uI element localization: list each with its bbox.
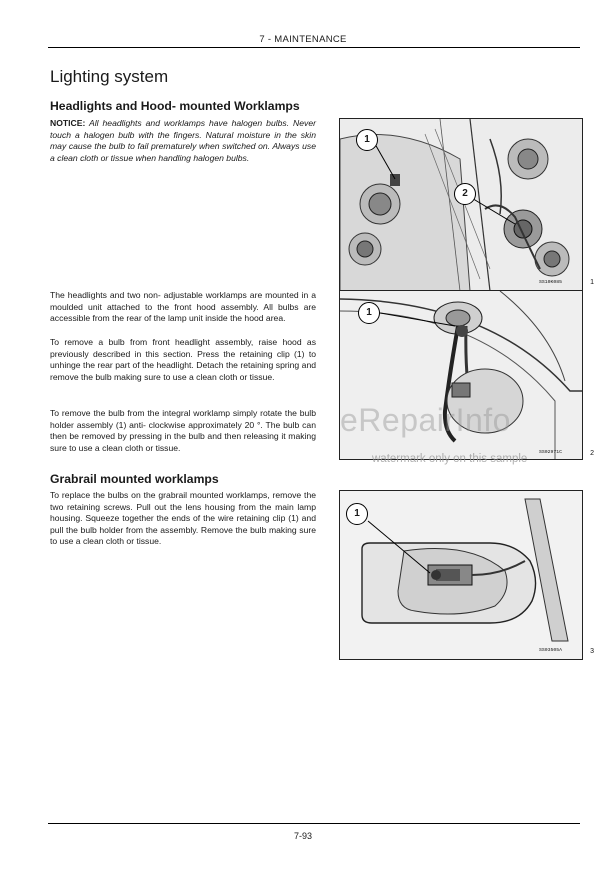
footer-rule — [48, 823, 580, 824]
figure-1-callout-2: 2 — [454, 183, 476, 205]
notice-text: All headlights and worklamps have halogen bulbs. Never touch a halogen bulb with the fingers. Natural moisture in the skin may cause the bulb to fail prematurely when switched on. Always use a clean cloth or tissue when handling halogen bulbs. — [50, 118, 316, 163]
figure-2-callout-1: 1 — [358, 302, 380, 324]
page-number: 7-93 — [293, 831, 312, 841]
grabrail-paragraph: To replace the bulbs on the grabrail mounted worklamps, remove the two retaining screws. Pull out the lens housing from the main lamp housing. Squeeze together the ends of the wire retaining clip (1) and pull the bulb holder from the assembly. Remove the bulb making sure to use a clean cloth or tissue. — [50, 490, 316, 547]
figure-3-grabrail-worklamp — [339, 490, 594, 660]
headlights-paragraph-1: The headlights and two non- adjustable worklamps are mounted in a moulded unit attached to the front hood assembly. All bulbs are accessible from the rear of the lamp unit inside the hood area. — [50, 290, 316, 324]
header-rule — [48, 47, 580, 48]
notice-paragraph — [50, 118, 316, 164]
figure-3-callout-1: 1 — [346, 503, 368, 525]
grabrail-subtitle: Grabrail mounted worklamps — [50, 472, 219, 486]
figure-3-code: SS03505A — [538, 648, 562, 653]
figure-3-illustration — [340, 491, 582, 659]
figure-3-number: 3 — [590, 648, 594, 655]
watermark-note: watermark only on this sample — [372, 453, 528, 465]
section-title: Lighting system — [50, 67, 169, 86]
figure-2-number: 2 — [590, 450, 594, 457]
notice-label: NOTICE: — [50, 118, 86, 128]
chapter-header: 7 - MAINTENANCE — [259, 34, 347, 45]
figure-1-headlight-rear — [339, 118, 594, 292]
headlights-paragraph-2: To remove a bulb from front headlight assembly, raise hood as previously described in this section. Press the retaining clip (1) to unhinge the rear part of the headlight. Detach the retaining spring and remove the bulb making sure to use a clean cloth or tissue. — [50, 337, 316, 382]
figure-1-callout-1: 1 — [356, 129, 378, 151]
figure-1-number: 1 — [590, 279, 594, 286]
figure-2-code: SS02971C — [538, 450, 562, 455]
figure-1-code: SS10K085 — [538, 280, 562, 285]
headlights-paragraph-3: To remove the bulb from the integral worklamp simply rotate the bulb holder assembly (1) anti- clockwise approximately 20 °. The bulb can then be removed by pressing in the bulb and then releasing it making sure to use a clean cloth or tissue. — [50, 408, 316, 453]
headlights-subtitle: Headlights and Hood- mounted Worklamps — [50, 99, 300, 113]
watermark-logo: eRepairInfo — [340, 402, 511, 438]
